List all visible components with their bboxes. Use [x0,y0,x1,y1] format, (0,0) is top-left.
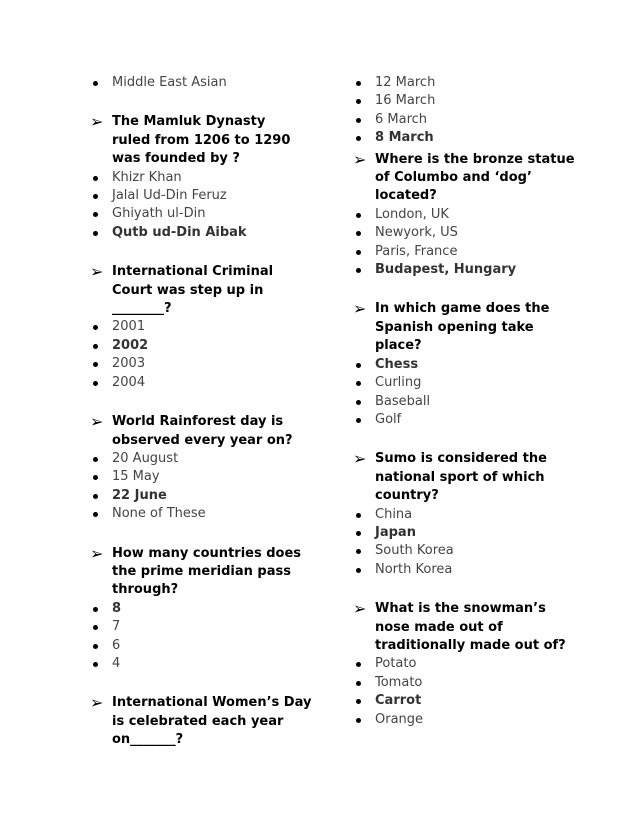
option-item: Baseball [353,393,593,411]
option-item: Paris, France [353,243,593,261]
question-item [353,600,570,655]
left-column [90,74,320,750]
option-item: 2004 [90,374,320,392]
arrow-bullet-icon: ➢ [353,299,367,319]
correct-option-item: 8 [90,600,320,618]
question-text: International Criminal Court was step up in ________? [112,264,274,317]
arrow-bullet-icon: ➢ [90,112,104,132]
option-item: Jalal Ud-Din Feruz [90,187,320,205]
question-text: World Rainforest day is observed every year on? [112,414,293,448]
question-text: International Women’s Day is celebrated each year on_______? [112,695,312,748]
question-item [90,545,317,600]
question-text: Sumo is considered the national sport of which country? [375,451,547,504]
correct-option-item: Japan [353,524,593,542]
option-item: Potato [353,655,593,673]
arrow-bullet-icon: ➢ [353,449,367,469]
option-item: Middle East Asian [90,74,320,92]
option-item: 20 August [90,450,320,468]
arrow-bullet-icon: ➢ [353,599,367,619]
question-item [90,413,302,450]
correct-option-item: Carrot [353,692,593,710]
arrow-bullet-icon: ➢ [90,412,104,432]
question-text: The Mamluk Dynasty ruled from 1206 to 1290 was founded by ? [112,114,291,167]
option-item: 6 March [353,111,593,129]
option-item: Newyork, US [353,224,593,242]
option-item: None of These [90,505,320,523]
option-item: South Korea [353,542,593,560]
option-item: 6 [90,637,320,655]
question-item [90,694,312,749]
right-column [353,74,593,729]
question-item [353,300,575,355]
option-item: Golf [353,411,593,429]
option-item: 12 March [353,74,593,92]
arrow-bullet-icon: ➢ [90,262,104,282]
correct-option-item: Chess [353,356,593,374]
correct-option-item: 8 March [353,129,593,147]
option-item: Khizr Khan [90,169,320,187]
option-item: 7 [90,618,320,636]
question-text: How many countries does the prime meridian pass through? [112,545,302,598]
correct-option-item: 22 June [90,487,320,505]
option-item: Ghiyath ul-Din [90,205,320,223]
option-item: Tomato [353,674,593,692]
correct-option-item: 2002 [90,337,320,355]
option-item: 2001 [90,318,320,336]
question-text: Where is the bronze statue of Columbo and ‘dog’ located? [375,151,575,204]
option-item: 4 [90,655,320,673]
correct-option-item: Qutb ud-Din Aibak [90,224,320,242]
arrow-bullet-icon: ➢ [90,693,104,713]
option-item: North Korea [353,561,593,579]
question-item [90,113,297,168]
question-item [353,151,580,206]
option-item: 16 March [353,92,593,110]
option-item: Curling [353,374,593,392]
question-text: In which game does the Spanish opening take place? [375,301,550,354]
option-item: 2003 [90,355,320,373]
arrow-bullet-icon: ➢ [90,543,104,563]
question-item [90,263,302,318]
correct-option-item: Budapest, Hungary [353,261,593,279]
option-item: London, UK [353,206,593,224]
option-item: China [353,506,593,524]
option-item: 15 May [90,468,320,486]
arrow-bullet-icon: ➢ [353,149,367,169]
question-item [353,450,550,505]
question-text: What is the snowman’s nose made out of traditionally made out of? [375,601,566,653]
option-item: Orange [353,711,593,729]
